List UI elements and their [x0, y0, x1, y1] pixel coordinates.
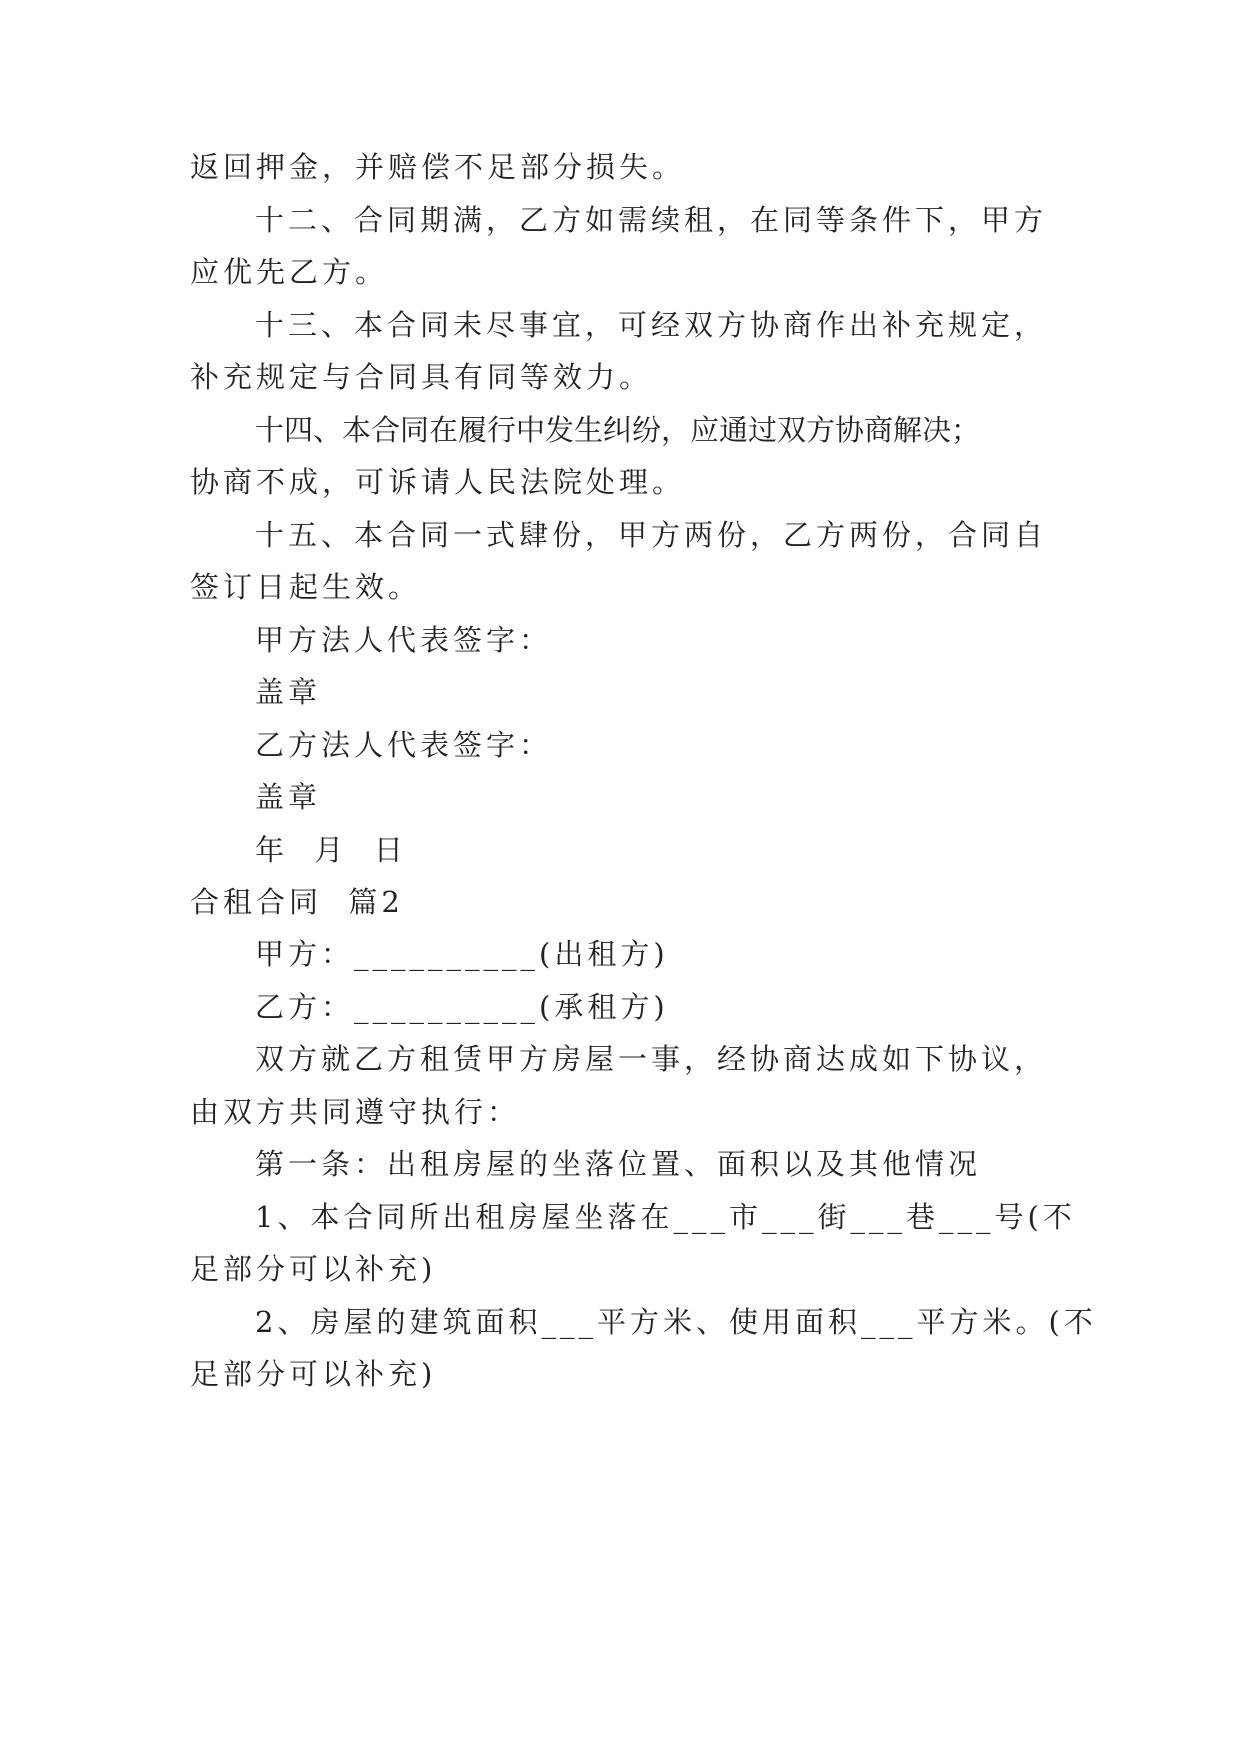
text-line: 足部分可以补充) — [190, 1357, 437, 1391]
section-heading: 合租合同 篇2 — [190, 885, 404, 919]
text-line: 补充规定与合同具有同等效力。 — [190, 360, 653, 394]
text-line: 十五、本合同一式肆份，甲方两份，乙方两份，合同自 — [255, 518, 1048, 552]
signature-label-party-b: 乙方法人代表签字： — [255, 728, 553, 762]
text-line: 签订日起生效。 — [190, 570, 422, 604]
text-line: 十四、本合同在履行中发生纠纷，应通过双方协商解决； — [255, 413, 981, 447]
party-b-line: 乙方：__________(承租方) — [255, 990, 669, 1024]
date-line: 年 月 日 — [255, 833, 407, 867]
party-a-line: 甲方：__________(出租方) — [255, 937, 669, 971]
text-line: 2、房屋的建筑面积___平方米、使用面积___平方米。(不 — [255, 1305, 1097, 1339]
signature-label-party-a: 甲方法人代表签字： — [255, 623, 553, 657]
seal-label: 盖章 — [255, 780, 322, 814]
text-line: 十二、合同期满，乙方如需续租，在同等条件下，甲方 — [255, 203, 1048, 237]
text-line: 由双方共同遵守执行： — [190, 1095, 521, 1129]
article-heading: 第一条：出租房屋的坐落位置、面积以及其他情况 — [255, 1147, 982, 1181]
seal-label: 盖章 — [255, 675, 322, 709]
text-line: 十三、本合同未尽事宜，可经双方协商作出补充规定， — [255, 308, 1048, 342]
text-line: 协商不成，可诉请人民法院处理。 — [190, 465, 686, 499]
text-line: 双方就乙方租赁甲方房屋一事，经协商达成如下协议， — [255, 1042, 1048, 1076]
text-line: 返回押金，并赔偿不足部分损失。 — [190, 150, 686, 184]
text-line: 1、本合同所出租房屋坐落在___市___街___巷___号(不 — [255, 1200, 1076, 1234]
text-line: 足部分可以补充) — [190, 1252, 437, 1286]
text-line: 应优先乙方。 — [190, 255, 389, 289]
